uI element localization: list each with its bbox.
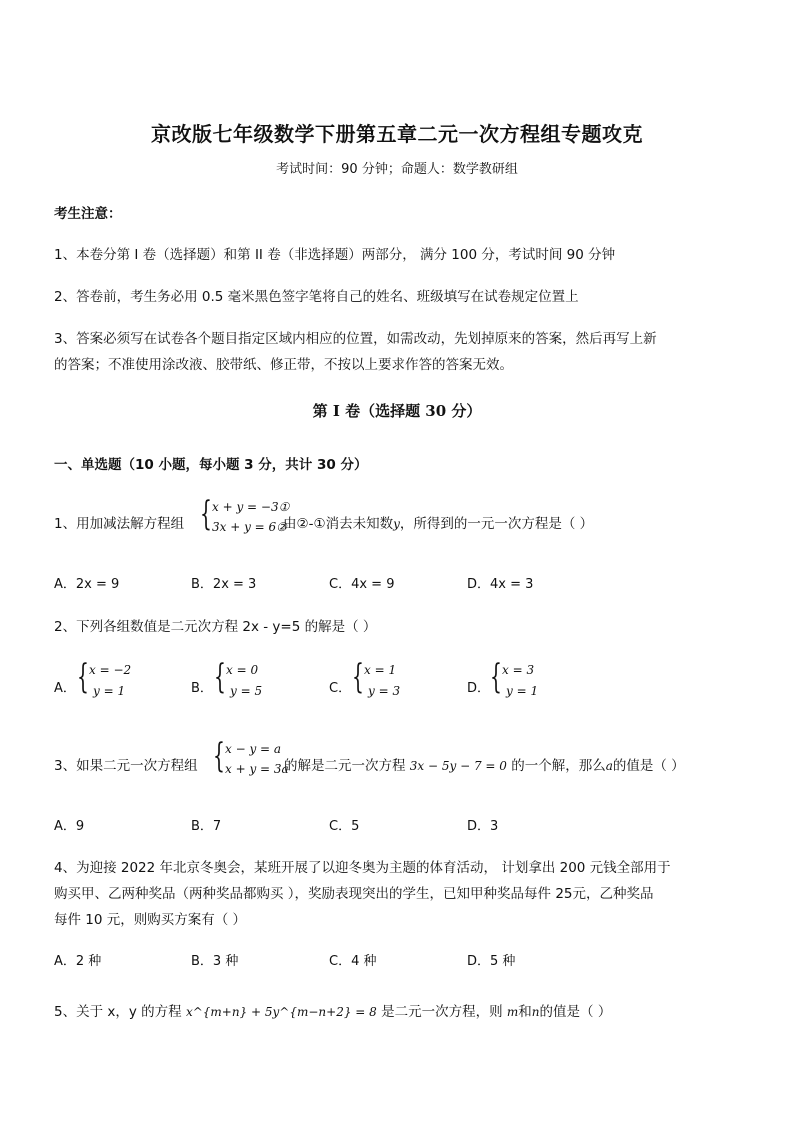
q1-eq1: x + y = −3① [212,500,290,514]
q2-d-eq2: y = 1 [506,684,539,698]
q5-suffix2: 的值是（ ） [539,1004,612,1020]
page-subtitle: 考试时间：90 分钟；命题人：数学教研组 [276,162,518,177]
q4-option-d[interactable]: D．5 种 [467,954,516,969]
q4-option-b[interactable]: B．3 种 [191,954,239,969]
q3-suffix [284,754,685,774]
brace-icon: { [77,657,89,697]
q1-option-b[interactable]: B．2x = 3 [191,577,257,592]
page-title: 京改版七年级数学下册第五章二元一次方程组专题攻克 [151,122,643,146]
q5-prefix: 5、关于 x，y 的方程 [54,1004,182,1020]
brace-icon: { [200,494,212,534]
q3-equation-system [213,736,289,781]
q3-option-c[interactable]: C．5 [329,819,360,834]
notice-item-3-cont: 的答案；不准使用涂改液、胶带纸、修正带，不按以上要求作答的答案无效。 [54,357,513,373]
notice-heading: 考生注意： [54,206,122,222]
brace-icon: { [213,736,225,776]
q2-a-eq2: y = 1 [93,684,126,698]
q2-d-eq1: x = 3 [502,663,535,677]
q3-var: a [605,759,613,773]
q2-option-b[interactable]: B． [191,681,213,696]
q1-var: y [393,517,400,531]
q3-suffix-text3: 的值是（ ） [612,758,685,774]
q2-option-a[interactable]: A． [54,681,76,696]
brace-icon: { [214,657,226,697]
q5-line [54,1000,611,1020]
q3-suffix-text2: 的一个解，那么 [511,758,606,774]
q4-line-1: 4、为迎接 2022 年北京冬奥会，某班开展了以迎冬奥为主题的体育活动， 计划拿出 200 元钱全部用于 [54,860,671,876]
q2-option-a-system[interactable] [77,657,137,702]
q3-option-b[interactable]: B．7 [191,819,222,834]
q5-and: 和 [518,1004,532,1020]
notice-item-1: 1、本卷分第 I 卷（选择题）和第 II 卷（非选择题）两部分， 满分 100 分，考试时间 90 分钟 [54,247,616,263]
q2-prefix: 2、下列各组数值是二元次方程 2x - y=5 的解是（ ） [54,619,377,635]
q1-prefix: 1、用加减法解方程组 [54,516,185,532]
q1-option-c[interactable]: C．4x = 9 [329,577,395,592]
part-heading: 一、单选题（10 小题，每小题 3 分，共计 30 分） [54,457,368,473]
q2-b-eq1: x = 0 [226,663,259,677]
q5-suffix: 是二元一次方程，则 [381,1004,503,1020]
q1-suffix [283,512,593,532]
q2-option-c-system[interactable] [352,657,412,702]
q3-option-d[interactable]: D．3 [467,819,499,834]
q2-a-eq1: x = −2 [89,663,132,677]
q1-equation-system [200,494,290,539]
q4-option-a[interactable]: A．2 种 [54,954,102,969]
q2-c-eq2: y = 3 [368,684,401,698]
q1-option-d[interactable]: D．4x = 3 [467,577,534,592]
q5-var-n: n [531,1005,540,1019]
q2-option-c[interactable]: C． [329,681,352,696]
q3-suffix-text: 的解是二元一次方程 [284,758,406,774]
q3-option-a[interactable]: A．9 [54,819,85,834]
q1-suffix-text: 由②-①消去未知数 [283,516,394,532]
q2-option-d[interactable]: D． [467,681,491,696]
q3-equation: 3x − 5y − 7 = 0 [409,759,507,773]
q2-option-b-system[interactable] [214,657,274,702]
q5-equation: x^{m+n} + 5y^{m−n+2} = 8 [185,1005,377,1019]
notice-item-3: 3、答案必须写在试卷各个题目指定区域内相应的位置，如需改动，先划掉原来的答案，然后再写上新 [54,331,657,347]
q3-eq1: x − y = a [225,742,282,756]
q1-eq2: 3x + y = 6② [212,520,287,534]
q2-c-eq1: x = 1 [364,663,397,677]
q1-suffix-text2: ，所得到的一元一次方程是（ ） [399,516,594,532]
q5-var-m: m [506,1005,519,1019]
q3-prefix: 3、如果二元一次方程组 [54,758,198,774]
q4-line-3: 每件 10 元，则购买方案有（ ） [54,912,247,928]
q1-option-a[interactable]: A．2x = 9 [54,577,120,592]
q2-option-d-system[interactable] [490,657,550,702]
q4-option-c[interactable]: C．4 种 [329,954,377,969]
q2-b-eq2: y = 5 [230,684,263,698]
section-title: 第 I 卷（选择题 30 分） [312,402,482,420]
brace-icon: { [490,657,502,697]
q4-line-2: 购买甲、乙两种奖品（两种奖品都购买 ），奖励表现突出的学生，已知甲种奖品每件 25元，乙种奖品 [54,886,654,902]
notice-item-2: 2、答卷前，考生务必用 0.5 毫米黑色签字笔将自己的姓名、班级填写在试卷规定位置上 [54,289,579,305]
q3-eq2: x + y = 3a [225,762,289,776]
brace-icon: { [352,657,364,697]
